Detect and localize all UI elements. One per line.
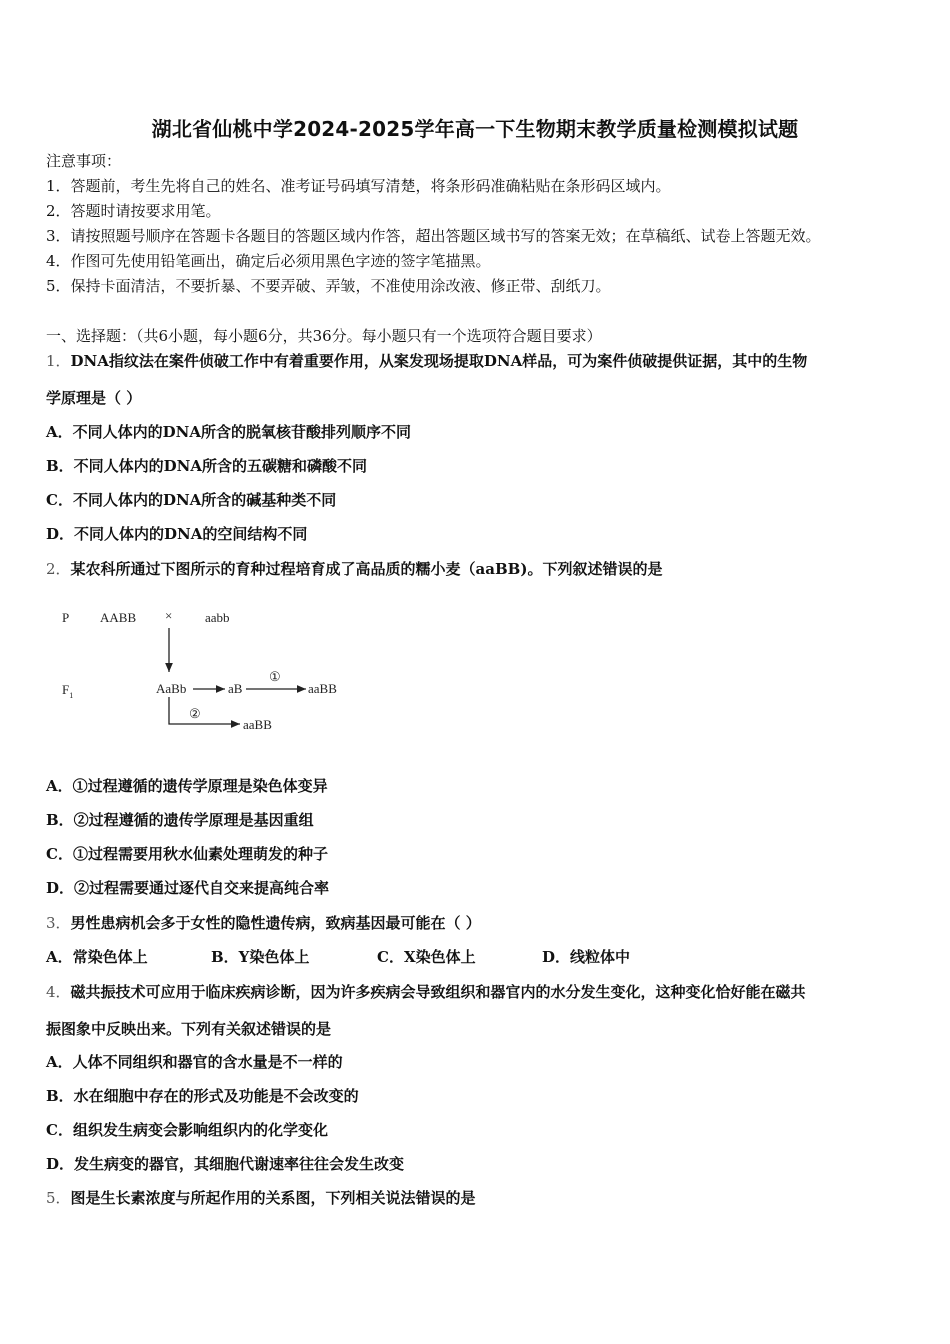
question-text: 某农科所通过下图所示的育种过程培育成了高品质的糯小麦（aaBB)。下列叙述错误的是 bbox=[70, 560, 663, 578]
option-d: D．线粒体中 bbox=[542, 948, 631, 966]
option-b: B．不同人体内的DNA所含的五碳糖和磷酸不同 bbox=[46, 457, 368, 475]
option-b: B．②过程遵循的遗传学原理是基因重组 bbox=[46, 811, 314, 829]
question-1-stem-cont: 学原理是（ ） bbox=[46, 389, 142, 407]
option-a: A．人体不同组织和器官的含水量是不一样的 bbox=[46, 1053, 343, 1071]
process-2-arrow bbox=[169, 697, 240, 724]
f1-subscript: 1 bbox=[69, 691, 74, 700]
option-a: A．常染色体上 bbox=[46, 948, 148, 966]
question-number: 3． bbox=[46, 914, 71, 932]
question-2-stem bbox=[46, 559, 662, 579]
notes-heading: 注意事项： bbox=[46, 152, 122, 170]
process-2-result: aaBB bbox=[243, 717, 272, 732]
f1-letter: F bbox=[62, 682, 70, 697]
exam-title: 湖北省仙桃中学2024-2025学年高一下生物期末教学质量检测模拟试题 bbox=[151, 117, 799, 141]
section-heading: 一、选择题：（共6小题，每小题6分，共36分。每小题只有一个选项符合题目要求） bbox=[46, 327, 602, 345]
question-1-stem bbox=[46, 351, 807, 371]
f1-generation-label bbox=[62, 682, 73, 700]
question-4-stem bbox=[46, 982, 806, 1002]
question-number: 5． bbox=[46, 1189, 71, 1207]
parent-2-genotype: aabb bbox=[205, 610, 230, 625]
breeding-diagram bbox=[50, 600, 370, 740]
option-c: C．①过程需要用秋水仙素处理萌发的种子 bbox=[46, 845, 328, 863]
process-2-label: ② bbox=[189, 706, 201, 721]
option-c: C．组织发生病变会影响组织内的化学变化 bbox=[46, 1121, 328, 1139]
p-generation-label: P bbox=[62, 610, 70, 625]
gamete-genotype: aB bbox=[228, 681, 243, 696]
option-c: C．不同人体内的DNA所含的碱基种类不同 bbox=[46, 491, 337, 509]
question-number: 4． bbox=[46, 983, 71, 1001]
note-item: 2．答题时请按要求用笔。 bbox=[46, 202, 221, 220]
question-text: 男性患病机会多于女性的隐性遗传病，致病基因最可能在（ ） bbox=[70, 914, 481, 932]
question-number: 2． bbox=[46, 560, 71, 578]
option-d: D．不同人体内的DNA的空间结构不同 bbox=[46, 525, 308, 543]
option-a: A．不同人体内的DNA所含的脱氧核苷酸排列顺序不同 bbox=[46, 423, 411, 441]
option-d: D．②过程需要通过逐代自交来提高纯合率 bbox=[46, 879, 330, 897]
option-b: B．Y染色体上 bbox=[211, 948, 310, 966]
cross-symbol: × bbox=[165, 608, 173, 623]
question-5-stem bbox=[46, 1188, 476, 1208]
option-c: C．X染色体上 bbox=[377, 948, 476, 966]
parent-1-genotype: AABB bbox=[100, 610, 137, 625]
question-text: 磁共振技术可应用于临床疾病诊断，因为许多疾病会导致组织和器官内的水分发生变化，这种变化恰好能在磁共 bbox=[70, 983, 806, 1001]
note-item: 5．保持卡面清洁，不要折暴、不要弄破、弄皱，不准使用涂改液、修正带、刮纸刀。 bbox=[46, 277, 611, 295]
note-item: 1．答题前，考生先将自己的姓名、准考证号码填写清楚，将条形码准确粘贴在条形码区域内。 bbox=[46, 177, 671, 195]
option-d: D．发生病变的器官，其细胞代谢速率往往会发生改变 bbox=[46, 1155, 405, 1173]
process-1-label: ① bbox=[269, 669, 281, 684]
f1-genotype: AaBb bbox=[156, 681, 187, 696]
note-item: 4．作图可先使用铅笔画出，确定后必须用黑色字迹的签字笔描黑。 bbox=[46, 252, 491, 270]
question-number: 1． bbox=[46, 352, 71, 370]
note-item: 3．请按照题号顺序在答题卡各题目的答题区域内作答，超出答题区域书写的答案无效；在草稿纸、试卷上答题无效。 bbox=[46, 227, 821, 245]
process-1-result: aaBB bbox=[308, 681, 337, 696]
option-b: B．水在细胞中存在的形式及功能是不会改变的 bbox=[46, 1087, 359, 1105]
question-4-stem-cont: 振图象中反映出来。下列有关叙述错误的是 bbox=[46, 1020, 332, 1038]
question-text: DNA指纹法在案件侦破工作中有着重要作用，从案发现场提取DNA样品，可为案件侦破提供证据，其中的生物 bbox=[70, 352, 808, 370]
question-3-stem bbox=[46, 913, 481, 933]
option-a: A．①过程遵循的遗传学原理是染色体变异 bbox=[46, 777, 328, 795]
question-text: 图是生长素浓度与所起作用的关系图，下列相关说法错误的是 bbox=[70, 1189, 476, 1207]
